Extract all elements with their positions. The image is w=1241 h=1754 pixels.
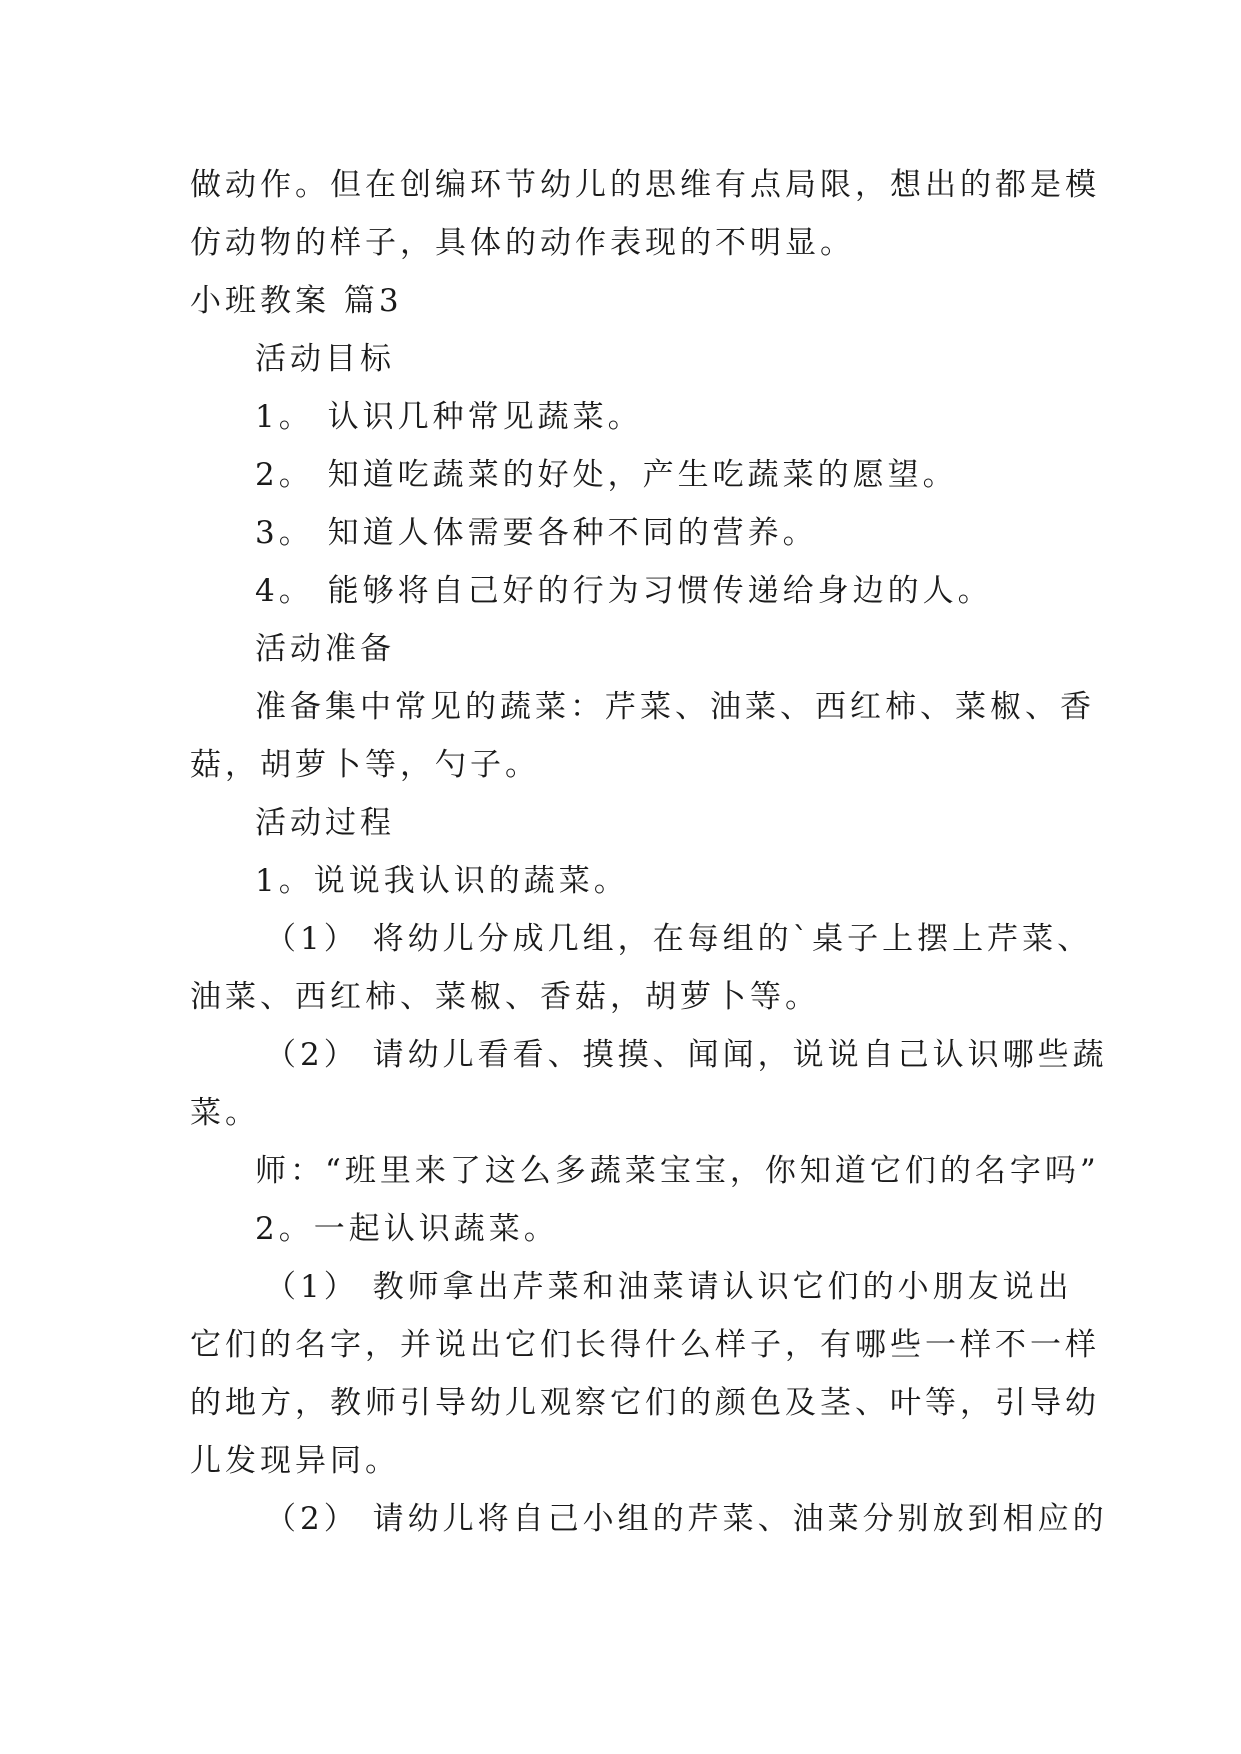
paragraph-line: 的地方，教师引导幼儿观察它们的颜色及茎、叶等，引导幼 — [190, 1385, 1100, 1421]
paragraph-line: 仿动物的样子，具体的动作表现的不明显。 — [190, 225, 855, 261]
step-heading: 2。一起认识蔬菜。 — [255, 1211, 559, 1247]
paragraph-line: 准备集中常见的蔬菜：芹菜、油菜、西红柿、菜椒、香 — [255, 689, 1095, 725]
list-item: 3。 知道人体需要各种不同的营养。 — [255, 515, 818, 551]
paragraph-line: 菇，胡萝卜等，勺子。 — [190, 747, 540, 783]
step-heading: 1。说说我认识的蔬菜。 — [255, 863, 629, 899]
subheading-activity-prep: 活动准备 — [255, 631, 395, 667]
paragraph-line: 油菜、西红柿、菜椒、香菇，胡萝卜等。 — [190, 979, 820, 1015]
paragraph-line: （1） 教师拿出芹菜和油菜请认识它们的小朋友说出 — [265, 1269, 1073, 1305]
paragraph-line: 做动作。但在创编环节幼儿的思维有点局限，想出的都是模 — [190, 167, 1100, 203]
paragraph-line: 菜。 — [190, 1095, 260, 1131]
subheading-activity-process: 活动过程 — [255, 805, 395, 841]
paragraph-line: 它们的名字，并说出它们长得什么样子，有哪些一样不一样 — [190, 1327, 1100, 1363]
section-heading: 小班教案 篇3 — [190, 283, 403, 319]
list-item: 1。 认识几种常见蔬菜。 — [255, 399, 643, 435]
paragraph-line: （2） 请幼儿将自己小组的芹菜、油菜分别放到相应的 — [265, 1501, 1108, 1537]
list-item: 4。 能够将自己好的行为习惯传递给身边的人。 — [255, 573, 993, 609]
paragraph-line: 师：“班里来了这么多蔬菜宝宝，你知道它们的名字吗” — [255, 1153, 1100, 1189]
list-item: 2。 知道吃蔬菜的好处，产生吃蔬菜的愿望。 — [255, 457, 958, 493]
paragraph-line: （2） 请幼儿看看、摸摸、闻闻，说说自己认识哪些蔬 — [265, 1037, 1108, 1073]
paragraph-line: 儿发现异同。 — [190, 1443, 400, 1479]
paragraph-line: （1） 将幼儿分成几组，在每组的`桌子上摆上芹菜、 — [265, 921, 1093, 957]
subheading-activity-goals: 活动目标 — [255, 341, 395, 377]
